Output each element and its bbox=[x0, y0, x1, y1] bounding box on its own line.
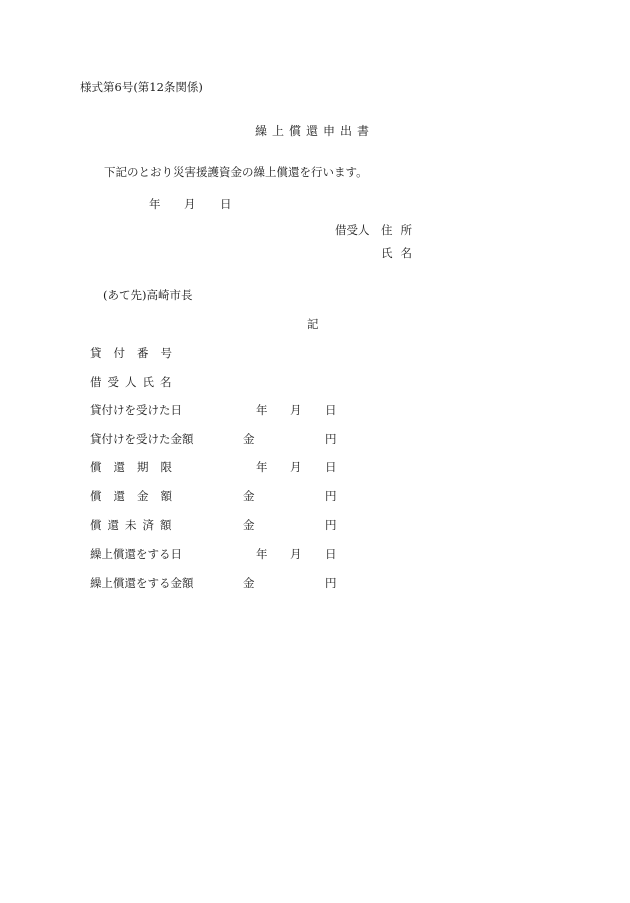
loan-amount-kin: 金 bbox=[243, 432, 255, 446]
loan-date-day: 日 bbox=[325, 403, 337, 417]
early-date-year: 年 bbox=[256, 547, 268, 561]
repayment-deadline-label: 償還期限 bbox=[90, 460, 184, 474]
name-label: 氏名 bbox=[381, 246, 420, 260]
repayment-amount-label: 償還金額 bbox=[90, 489, 184, 503]
loan-date-month: 月 bbox=[290, 403, 302, 417]
unpaid-amount-kin: 金 bbox=[243, 518, 255, 532]
unpaid-amount-yen: 円 bbox=[325, 518, 337, 532]
early-amount-yen: 円 bbox=[325, 576, 337, 590]
borrower-name-label: 借受人氏名 bbox=[90, 375, 178, 389]
deadline-month: 月 bbox=[290, 460, 302, 474]
date-year: 年 bbox=[149, 197, 161, 211]
form-number: 様式第6号(第12条関係) bbox=[80, 80, 203, 94]
early-date-day: 日 bbox=[325, 547, 337, 561]
loan-amount-label: 貸付けを受けた金額 bbox=[90, 432, 194, 446]
date-day: 日 bbox=[220, 197, 232, 211]
ki-heading: 記 bbox=[307, 317, 319, 331]
deadline-year: 年 bbox=[256, 460, 268, 474]
intro-text: 下記のとおり災害援護資金の繰上償還を行います。 bbox=[104, 165, 368, 179]
loan-number-label: 貸付番号 bbox=[90, 346, 184, 360]
repayment-amount-kin: 金 bbox=[243, 489, 255, 503]
loan-date-label: 貸付けを受けた日 bbox=[90, 403, 182, 417]
early-repayment-amount-label: 繰上償還をする金額 bbox=[90, 576, 194, 590]
deadline-day: 日 bbox=[325, 460, 337, 474]
borrower-label: 借受人 bbox=[335, 223, 370, 237]
loan-date-year: 年 bbox=[256, 403, 268, 417]
early-repayment-date-label: 繰上償還をする日 bbox=[90, 547, 182, 561]
address-label: 住所 bbox=[381, 223, 420, 237]
loan-amount-yen: 円 bbox=[325, 432, 337, 446]
early-amount-kin: 金 bbox=[243, 576, 255, 590]
date-month: 月 bbox=[184, 197, 196, 211]
addressee: (あて先)高崎市長 bbox=[103, 288, 193, 302]
early-date-month: 月 bbox=[290, 547, 302, 561]
unpaid-amount-label: 償還未済額 bbox=[90, 518, 178, 532]
repayment-amount-yen: 円 bbox=[325, 489, 337, 503]
document-title: 繰上償還申出書 bbox=[255, 124, 375, 138]
